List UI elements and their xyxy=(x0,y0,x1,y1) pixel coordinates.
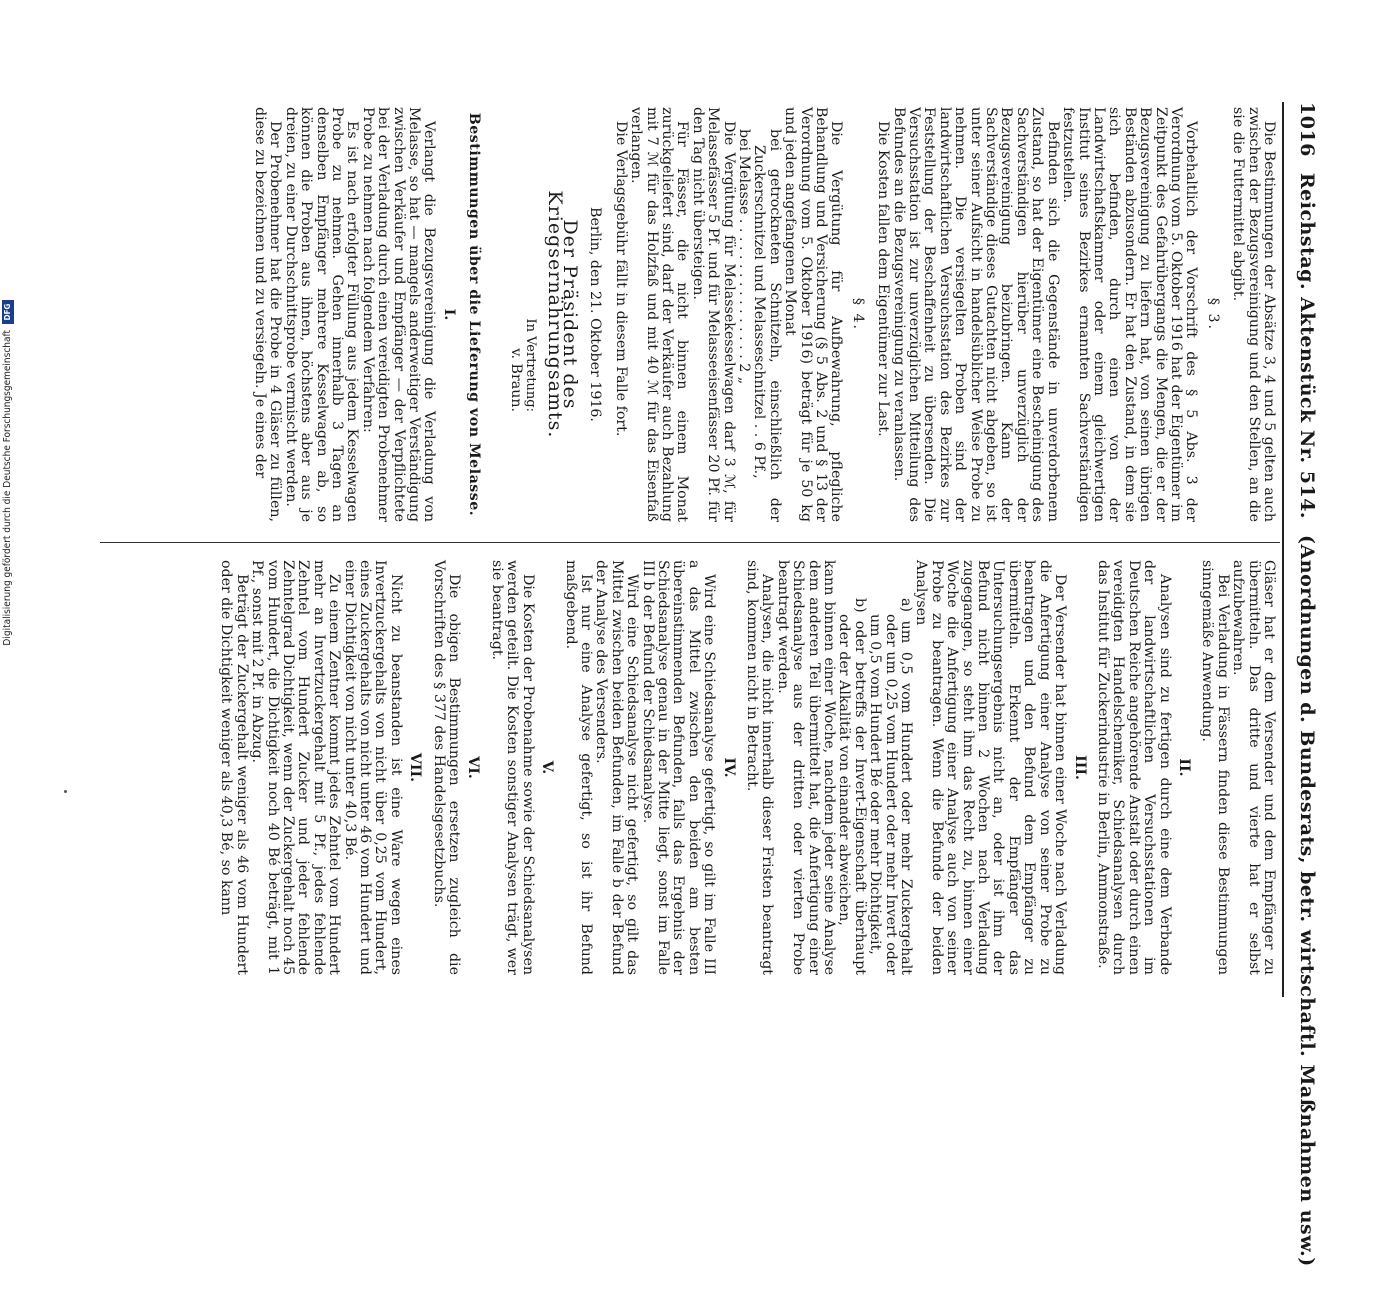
roman-heading: VI. xyxy=(465,756,482,779)
paragraph: Bei Verladung in Fässern finden diese Bestimmungen sinngemäße Anwendung. xyxy=(1199,560,1231,975)
office-title: Der Präsident des Kriegsernährungsamts. xyxy=(543,190,581,439)
roman-heading: III. xyxy=(1071,755,1088,780)
paragraph: Die Kosten der Probenahme sowie der Schiedsanalysen werden geteilt. Die Kosten sonstiger Analysen trägt, wer sie beantragt. xyxy=(488,560,536,975)
paragraph: Die Verlagsgebühr fällt in diesem Falle fort. xyxy=(612,121,629,437)
rotated-page xyxy=(80,102,1320,1267)
paragraph: Verlangt die Bezugsvereinigung die Verladung von Melasse, so hat — mangels anderweitiger Verständigung zwischen Verkäufer und Empfänger — der Verpflichtete bei der Verladung durch einen vereidigten Probenehmer Probe zu nehmen nach folgendem Verfahren: xyxy=(359,107,438,522)
left-column xyxy=(86,107,1276,522)
signature-name: v. Braun. xyxy=(507,348,524,412)
document-page xyxy=(80,102,1320,1267)
list-item: a) um 0,5 vom Hundert oder mehr Zuckergehalt oder um 0,25 vom Hundert oder mehr Invert oder um 0,5 vom Hundert Bé oder mehr Dichtigkeit, xyxy=(867,598,915,975)
header-subject: (Anordnungen d. Bundesrats, betr. wirtschaftl. Maßnahmen usw.) xyxy=(1296,535,1318,1267)
list-item: bei getrockneten Schnitzeln, einschließlich der Zuckerschnitzel und Melasseschnitzel . . 6 Pf., xyxy=(751,129,783,522)
page-header xyxy=(1290,102,1318,1267)
column-divider xyxy=(100,542,1280,543)
section-heading: § 3. xyxy=(1204,297,1221,332)
paragraph: Die Kosten fallen dem Eigentümer zur Last. xyxy=(875,121,892,437)
paragraph: Analysen sind zu fertigen durch eine dem Verbande der landwirtschaftlichen Versuchsstationen im Deutschen Reiche angehörende Anstalt oder durch einen vereidigten Handelschemiker, Schiedsanalysen durch das Institut für Zuckerindustrie in Berlin, Ammonstraße. xyxy=(1094,560,1173,975)
paragraph: Für Fässer, die nicht binnen einem Monat zurückgeliefert sind, darf der Verkäufer auch Bezahlung mit 7 ℳ für das Holzfaß und mit 40 ℳ für das Eisenfaß verlangen. xyxy=(628,107,691,522)
paragraph: Wird eine Schiedsanalyse gefertigt, so gilt im Falle III a das Mittel zwischen den beiden am besten übereinstimmenden Befunden, falls das Ergebnis der Schiedsanalyse genau in der Mitte liegt, sonst im Falle III b der Befund der Schiedsanalyse. xyxy=(639,560,718,975)
paragraph: Die Vergütung für Aufbewahrung, pflegliche Behandlung und Versicherung (§ 5 Abs. 2 und § 13 der Verordnung vom 5. Oktober 1916) beträgt für je 50 kg und jeden angefangenen Monat xyxy=(782,107,845,522)
paragraph: Gläser hat er dem Versender und dem Empfänger zu übermitteln. Das dritte und vierte hat er selbst aufzubewahren. xyxy=(1230,560,1277,975)
roman-heading: I. xyxy=(440,308,457,321)
date-line: Berlin, den 21. Oktober 1916. xyxy=(587,207,604,422)
right-column xyxy=(86,560,1276,975)
paragraph: Ist nur eine Analyse gefertigt, so ist ihr Befund maßgebend. xyxy=(562,560,594,975)
roman-heading: V. xyxy=(539,760,556,775)
page-number: 1016 xyxy=(1296,102,1318,157)
section-title: Bestimmungen über die Lieferung von Melasse. xyxy=(466,112,483,517)
roman-heading: IV. xyxy=(720,757,737,778)
paragraph: Die obigen Bestimmungen ersetzen zugleich die Vorschriften des § 377 des Handelsgesetzbuchs. xyxy=(430,560,463,975)
paragraph: Analysen, die nicht innerhalb dieser Fristen beantragt sind, kommen nicht in Betracht. xyxy=(744,560,776,975)
roman-heading: II. xyxy=(1175,758,1192,777)
list-item: bei Melasse . . . . . . . . . . . . . . . . 2 „ xyxy=(736,129,752,385)
paragraph: Die Bestimmungen der Absätze 3, 4 und 5 gelten auch zwischen der Bezugsvereinigung und den Stellen, an die sie die Futtermittel abgibt. xyxy=(1230,107,1277,522)
paragraph: Nicht zu beanstanden ist eine Ware wegen eines Invertzuckergehalts von nicht über 0,25 vom Hundert, eines Zuckergehalts von nicht unter 46 vom Hundert und einer Dichtigkeit von nicht unter 40,3 Bé. xyxy=(341,560,404,975)
paragraph: Der Versender hat binnen einer Woche nach Verladung die Anfertigung einer Analyse von seiner Probe zu beantragen und den Befund dem Empfänger zu übermitteln. Erkennt der Empfänger das Untersuchungsergebnis nicht an, oder ist ihm der Befund nicht binnen 2 Wochen nach Verladung zugegangen, so steht ihm das Recht zu, binnen einer Woche die Anfertigung einer Analyse auch von seiner Probe zu beantragen. Wenn die Befunde der beiden Analysen xyxy=(913,560,1069,975)
scan-speck xyxy=(64,790,67,793)
paragraph: Wird eine Schiedsanalyse nicht gefertigt, so gilt das Mittel zwischen beiden Befunden, im Falle b der Befund der Analyse des Versenders. xyxy=(593,560,641,975)
paragraph: Die Vergütung für Melassekesselwagen darf 3 ℳ, für Melassefässer 5 Pf. und für Melasseeisenfässer 20 Pf. für den Tag nicht übersteigen. xyxy=(689,107,737,522)
paragraph: kann binnen einer Woche, nachdem jeder seine Analyse dem anderen Teil übermittelt hat, die Anfertigung einer Schiedsanalyse aus der dritten oder vierten Probe beantragt werden. xyxy=(774,560,838,975)
paragraph: Zu einem Zentner kommt jedes Zehntel vom Hundert mehr an Invertzuckergehalt mit 5 Pf., jedes fehlende Zehntel vom Hundert Zucker und jeder fehlende Zehntelgrad Dichtigkeit, wenn der Zuckergehalt noch 45 vom Hundert, die Dichtigkeit noch 40 Bé beträgt, mit 1 Pf., sonst mit 2 Pf. in Abzug. xyxy=(249,560,343,975)
paragraph: Der Probenehmer hat die Probe in 4 Gläser zu füllen, diese zu bezeichnen und zu versiegeln. Je eines der xyxy=(252,107,284,522)
roman-heading: VII. xyxy=(407,752,424,783)
signature-note: In Vertretung: xyxy=(523,318,539,412)
header-rule xyxy=(1282,102,1284,997)
paragraph: Es ist nach erfolgter Füllung aus jedem Kesselwagen Probe zu nehmen. Gehen innerhalb 3 Tagen an denselben Empfänger mehrere Kesselwagen ab, so können die Proben aus ihnen, höchstens aber aus je dreien, zu einer Durchschnittsprobe vermischt werden. xyxy=(282,107,361,522)
paragraph: Befinden sich die Gegenstände in unverdorbenem Zustand, so hat der Eigentümer eine Bescheinigung des Sachverständigen hierüber unverzüglich der Bezugsvereinigung beizubringen. Kann der Sachverständige dieses Gutachten nicht abgeben, so ist unter seiner Aufsicht in handelsüblicher Weise Probe zu nehmen. Die versiegelten Proben sind der landwirtschaftlichen Versuchsstation des Bezirkes zur Feststellung der Beschaffenheit zu übersenden. Die Versuchsstation ist zur unverzüglichen Mitteilung des Befundes an die Bezugsvereinigung zu veranlassen. xyxy=(890,107,1061,522)
digitization-caption xyxy=(1,300,15,1300)
section-heading: § 4. xyxy=(849,297,866,332)
paragraph: Vorbehaltlich der Vorschrift des § 5 Abs. 3 der Verordnung vom 5. Oktober 1916 hat der Eigentümer im Zeitpunkt des Gefahrübergangs die Mengen, die er der Bezugsvereinigung zu liefern hat, von seinen übrigen Beständen abzusondern. Er hat den Zustand, in dem sie sich befinden, durch einen von der Landwirtschaftskammer oder einem gleichwertigen Institut seines Bezirkes ernannten Sachverständigen festzustellen. xyxy=(1060,107,1200,522)
dfg-logo: DFG xyxy=(2,300,14,324)
header-source: Reichstag. Aktenstück Nr. 514. xyxy=(1296,172,1318,520)
paragraph: Beträgt der Zuckergehalt weniger als 46 vom Hundert oder die Dichtigkeit weniger als 40,3 Bé, so kann xyxy=(218,560,250,975)
caption-text: Digitalisierung gefördert durch die Deutsche Forschungsgemeinschaft xyxy=(2,330,13,646)
list-item: b) oder betreffs der Invert-Eigenschaft überhaupt oder der Alkalität von einander abweichen, xyxy=(836,598,868,975)
